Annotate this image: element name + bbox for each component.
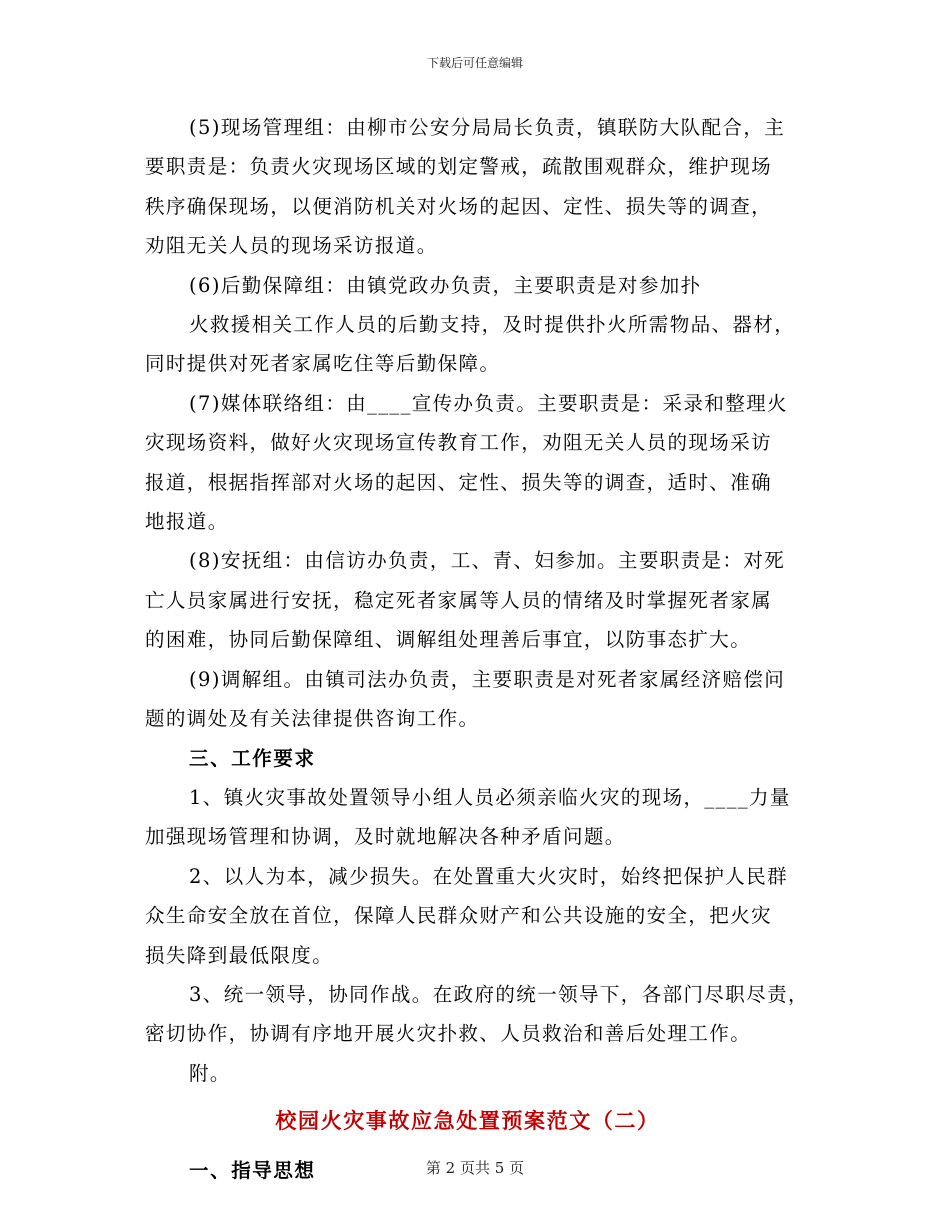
paragraph-logistics	[145, 266, 810, 384]
page-footer: 第 2 页共 5 页	[425, 1159, 525, 1177]
paragraph-media-liaison	[145, 384, 810, 542]
requirement-item-3	[145, 975, 810, 1054]
text-line: 的困难，协同后勤保障组、调解组处理善后事宜，以防事态扩大。	[145, 628, 752, 652]
document-body	[145, 108, 810, 1190]
appendix-note	[145, 1054, 810, 1093]
text-line: 3、统一领导，协同作战。在政府的统一领导下，各部门尽职尽责，	[189, 982, 809, 1006]
text-line: (7)媒体联络组：由____宣传办负责。主要职责是：采录和整理火	[189, 391, 788, 415]
section-heading-work-requirements	[145, 739, 810, 778]
text-line: 要职责是：负责火灾现场区域的划定警戒，疏散围观群众，维护现场	[145, 155, 773, 179]
text-line: (8)安抚组：由信访办负责，工、青、妇参加。主要职责是：对死	[189, 549, 786, 573]
text-line: 2、以人为本，减少损失。在处置重大火灾时，始终把保护人民群	[189, 864, 789, 888]
text-line: (9)调解组。由镇司法办负责，主要职责是对死者家属经济赔偿问	[189, 667, 786, 691]
section-heading: 一、指导思想	[189, 1158, 316, 1182]
text-line: 秩序确保现场，以便消防机关对火场的起因、定性、损失等的调查，	[145, 194, 773, 218]
text-line: 众生命安全放在首位，保障人民群众财产和公共设施的安全，把火灾	[145, 904, 773, 928]
text-line: (5)现场管理组：由柳市公安分局局长负责，镇联防大队配合，主	[189, 116, 786, 139]
text-line: 密切协作，协调有序地开展火灾扑救、人员救治和善后处理工作。	[145, 1022, 752, 1046]
requirement-item-1	[145, 778, 810, 857]
page-header: 下载后可任意编辑	[426, 56, 523, 70]
text-line: 损失降到最低限度。	[145, 943, 334, 967]
text-line: 地报道。	[145, 510, 229, 534]
text-line: 报道，根据指挥部对火场的起因、定性、损失等的调查，适时、准确	[145, 470, 773, 494]
text-line: 亡人员家属进行安抚，稳定死者家属等人员的情绪及时掌握死者家属	[145, 588, 773, 612]
requirement-item-2	[145, 857, 810, 975]
text-line: 题的调处及有关法律提供咨询工作。	[145, 707, 480, 731]
section-heading: 三、工作要求	[189, 746, 316, 770]
paragraph-mediation-group	[145, 660, 810, 739]
text-line: 火救援相关工作人员的后勤支持，及时提供扑火所需物品、器材，	[189, 313, 796, 337]
second-document-title-block	[145, 1101, 810, 1140]
document-title: 校园火灾事故应急处置预案范文（二）	[275, 1108, 660, 1134]
paragraph-comfort-group	[145, 541, 810, 659]
text-line: (6)后勤保障组：由镇党政办负责，主要职责是对参加扑	[189, 273, 702, 297]
paragraph-site-management	[145, 108, 810, 266]
text-line: 1、镇火灾事故处置领导小组人员必须亲临火灾的现场，____力量	[189, 785, 791, 809]
text-line: 灾现场资料，做好火灾现场宣传教育工作，劝阻无关人员的现场采访	[145, 431, 773, 455]
text-line: 同时提供对死者家属吃住等后勤保障。	[145, 352, 501, 376]
text-line: 加强现场管理和协调，及时就地解决各种矛盾问题。	[145, 825, 626, 849]
text-line: 附。	[189, 1061, 231, 1085]
text-line: 劝阻无关人员的现场采访报道。	[145, 234, 438, 258]
